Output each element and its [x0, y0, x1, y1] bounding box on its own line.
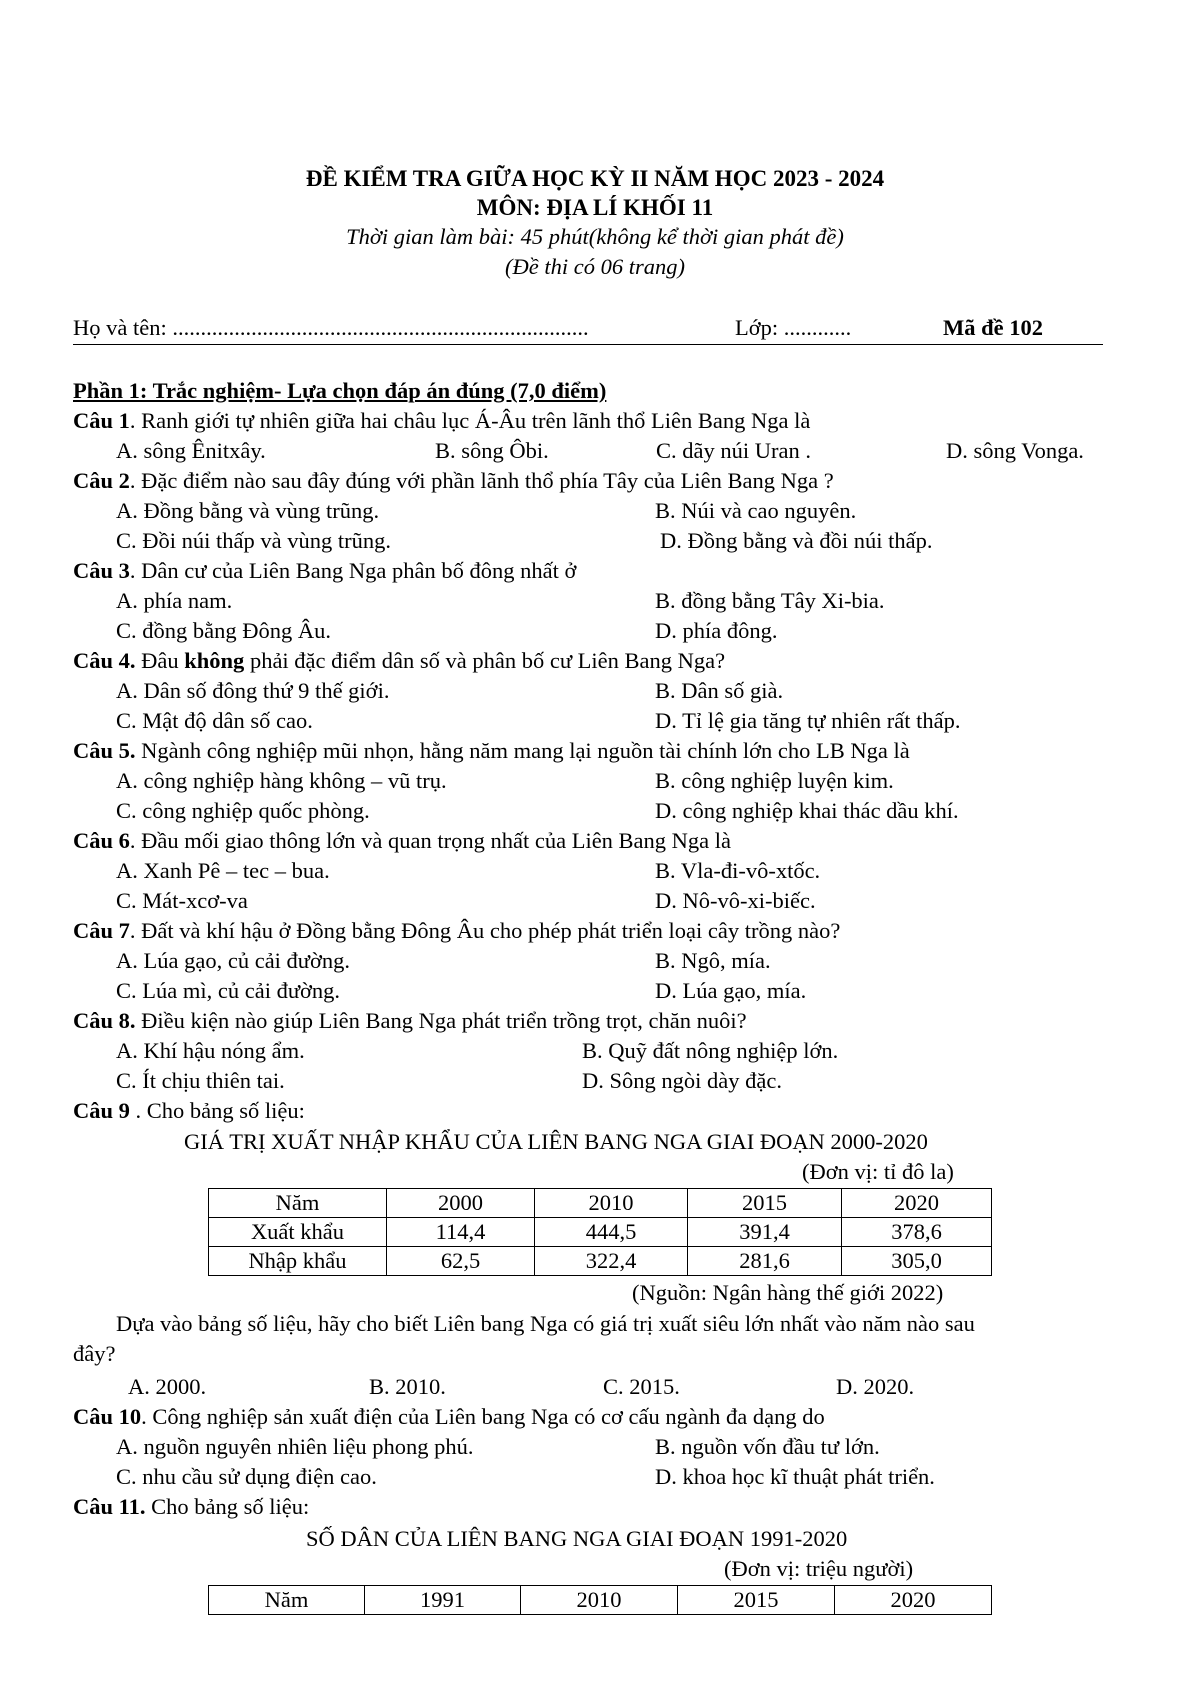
- q2-option-c: C. Đồi núi thấp và vùng trũng.: [116, 528, 391, 553]
- q9-option-d: D. 2020.: [836, 1374, 915, 1399]
- question-number: Câu 1: [73, 408, 130, 433]
- table-1-title: GIÁ TRỊ XUẤT NHẬP KHẨU CỦA LIÊN BANG NGA GIAI ĐOẠN 2000-2020: [184, 1129, 928, 1154]
- table-cell: 281,6: [688, 1247, 842, 1276]
- table-cell: 2000: [387, 1189, 535, 1218]
- question-text: . Ranh giới tự nhiên giữa hai châu lục Á-Âu trên lãnh thổ Liên Bang Nga là: [129, 408, 811, 433]
- q1-option-c: C. dãy núi Uran .: [656, 438, 811, 463]
- q8-option-c: C. Ít chịu thiên tai.: [116, 1068, 285, 1093]
- table-2-title: SỐ DÂN CỦA LIÊN BANG NGA GIAI ĐOẠN 1991-2020: [306, 1526, 848, 1551]
- q2-option-d: D. Đồng bằng và đồi núi thấp.: [660, 528, 933, 553]
- question-text: . Công nghiệp sản xuất điện của Liên bang Nga có cơ cấu ngành đa dạng do: [141, 1404, 825, 1429]
- question-number: Câu 8.: [73, 1008, 136, 1033]
- table-row: [209, 1247, 992, 1276]
- table-cell: 305,0: [842, 1247, 992, 1276]
- question-5: [73, 737, 910, 765]
- table-cell: 378,6: [842, 1218, 992, 1247]
- q3-option-b: B. đồng bằng Tây Xi-bia.: [655, 588, 885, 613]
- exam-pages: (Đề thi có 06 trang): [505, 254, 685, 279]
- q10-option-b: B. nguồn vốn đầu tư lớn.: [655, 1434, 880, 1459]
- table-cell: 2020: [835, 1586, 992, 1615]
- q4-option-b: B. Dân số già.: [655, 678, 784, 703]
- q5-option-c: C. công nghiệp quốc phòng.: [116, 798, 370, 823]
- q7-option-b: B. Ngô, mía.: [655, 948, 771, 973]
- table-1-unit: (Đơn vị: tỉ đô la): [802, 1159, 954, 1184]
- q2-option-b: B. Núi và cao nguyên.: [655, 498, 857, 523]
- q4-option-d: D. Tỉ lệ gia tăng tự nhiên rất thấp.: [655, 708, 961, 733]
- question-text: . Dân cư của Liên Bang Nga phân bố đông nhất ở: [129, 558, 577, 583]
- table-cell: 444,5: [535, 1218, 688, 1247]
- question-4: Câu 4. Đâu không phải đặc điểm dân số và phân bố cư Liên Bang Nga?: [73, 648, 726, 673]
- table-cell: 2020: [842, 1189, 992, 1218]
- q2-option-a: A. Đồng bằng và vùng trũng.: [116, 498, 380, 523]
- q10-option-a: A. nguồn nguyên nhiên liệu phong phú.: [116, 1434, 474, 1459]
- question-2: [73, 467, 834, 495]
- table-cell: Năm: [209, 1189, 387, 1218]
- q9-prompt-line-2: đây?: [73, 1341, 116, 1366]
- question-number: Câu 6: [73, 828, 130, 853]
- question-9: [73, 1097, 305, 1125]
- header-divider: [73, 344, 1103, 345]
- question-text: Điều kiện nào giúp Liên Bang Nga phát triển trồng trọt, chăn nuôi?: [135, 1008, 747, 1033]
- question-text: . Cho bảng số liệu:: [129, 1098, 305, 1123]
- question-number: Câu 11.: [73, 1494, 146, 1519]
- population-table: [208, 1585, 992, 1615]
- q5-option-b: B. công nghiệp luyện kim.: [655, 768, 894, 793]
- question-text: Ngành công nghiệp mũi nhọn, hằng năm mang lại nguồn tài chính lớn cho LB Nga là: [135, 738, 910, 763]
- table-cell: 62,5: [387, 1247, 535, 1276]
- q3-option-a: A. phía nam.: [116, 588, 233, 613]
- q4-option-c: C. Mật độ dân số cao.: [116, 708, 313, 733]
- q8-option-b: B. Quỹ đất nông nghiệp lớn.: [582, 1038, 839, 1063]
- exam-code: Mã đề 102: [943, 315, 1043, 340]
- exam-title: ĐỀ KIỂM TRA GIỮA HỌC KỲ II NĂM HỌC 2023 - 2024: [305, 166, 885, 191]
- question-6: [73, 827, 731, 855]
- table-header-row: [209, 1189, 992, 1218]
- question-text: . Đặc điểm nào sau đây đúng với phần lãnh thổ phía Tây của Liên Bang Nga ?: [129, 468, 834, 493]
- table-cell: Xuất khẩu: [209, 1218, 387, 1247]
- q10-option-d: D. khoa học kĩ thuật phát triển.: [655, 1464, 935, 1489]
- q3-option-c: C. đồng bằng Đông Âu.: [116, 618, 331, 643]
- q4-option-a: A. Dân số đông thứ 9 thế giới.: [116, 678, 390, 703]
- q5-option-a: A. công nghiệp hàng không – vũ trụ.: [116, 768, 447, 793]
- question-10: [73, 1403, 825, 1431]
- q7-option-a: A. Lúa gạo, củ cải đường.: [116, 948, 351, 973]
- q7-option-d: D. Lúa gạo, mía.: [655, 978, 807, 1003]
- table-row: [209, 1218, 992, 1247]
- question-number: Câu 3: [73, 558, 130, 583]
- table-cell: 2015: [678, 1586, 835, 1615]
- exam-time: Thời gian làm bài: 45 phút(không kể thời gian phát đề): [346, 224, 844, 249]
- q5-option-d: D. công nghiệp khai thác dầu khí.: [655, 798, 959, 823]
- q8-option-a: A. Khí hậu nóng ẩm.: [116, 1038, 305, 1063]
- question-3: [73, 557, 576, 585]
- q1-option-a: A. sông Ênitxây.: [116, 438, 266, 463]
- question-text: . Đất và khí hậu ở Đồng bằng Đông Âu cho phép phát triển loại cây trồng nào?: [129, 918, 841, 943]
- q1-option-d: D. sông Vonga.: [946, 438, 1084, 463]
- question-number: Câu 2: [73, 468, 130, 493]
- q1-option-b: B. sông Ôbi.: [435, 438, 549, 463]
- question-number: Câu 5.: [73, 738, 136, 763]
- table-header-row: [209, 1586, 992, 1615]
- q9-option-c: C. 2015.: [603, 1374, 680, 1399]
- q6-option-c: C. Mát-xcơ-va: [116, 888, 248, 913]
- q6-option-b: B. Vla-đi-vô-xtốc.: [655, 858, 821, 883]
- question-text: Cho bảng số liệu:: [145, 1494, 310, 1519]
- question-number: Câu 7: [73, 918, 130, 943]
- q9-option-a: A. 2000.: [128, 1374, 207, 1399]
- question-text: . Đầu mối giao thông lớn và quan trọng nhất của Liên Bang Nga là: [129, 828, 732, 853]
- table-cell: Năm: [209, 1586, 365, 1615]
- question-7: [73, 917, 840, 945]
- table-cell: Nhập khẩu: [209, 1247, 387, 1276]
- q6-option-d: D. Nô-vô-xi-biếc.: [655, 888, 816, 913]
- question-number: Câu 9: [73, 1098, 130, 1123]
- table-cell: 2010: [521, 1586, 678, 1615]
- q3-option-d: D. phía đông.: [655, 618, 778, 643]
- part1-title: Phần 1: Trắc nghiệm- Lựa chọn đáp án đúng (7,0 điểm): [73, 378, 607, 403]
- student-name-field: Họ và tên: ..........................................................................: [73, 315, 589, 340]
- export-import-table: [208, 1188, 992, 1276]
- table-cell: 391,4: [688, 1218, 842, 1247]
- question-8: [73, 1007, 747, 1035]
- question-11: [73, 1493, 309, 1521]
- table-cell: 2010: [535, 1189, 688, 1218]
- q10-option-c: C. nhu cầu sử dụng điện cao.: [116, 1464, 377, 1489]
- emphasis-word: không: [184, 648, 245, 673]
- table-2-unit: (Đơn vị: triệu người): [724, 1556, 914, 1581]
- q9-prompt-line-1: Dựa vào bảng số liệu, hãy cho biết Liên bang Nga có giá trị xuất siêu lớn nhất vào năm nào sau: [116, 1311, 975, 1336]
- table-cell: 322,4: [535, 1247, 688, 1276]
- q6-option-a: A. Xanh Pê – tec – bua.: [116, 858, 330, 883]
- table-1-source: (Nguồn: Ngân hàng thế giới 2022): [632, 1280, 944, 1305]
- table-cell: 114,4: [387, 1218, 535, 1247]
- question-number: Câu 4.: [73, 648, 136, 673]
- q9-option-b: B. 2010.: [369, 1374, 446, 1399]
- exam-subject: MÔN: ĐỊA LÍ KHỐI 11: [476, 195, 714, 220]
- q8-option-d: D. Sông ngòi dày đặc.: [582, 1068, 782, 1093]
- q7-option-c: C. Lúa mì, củ cải đường.: [116, 978, 341, 1003]
- table-cell: 2015: [688, 1189, 842, 1218]
- question-number: Câu 10: [73, 1404, 142, 1429]
- class-field: Lớp: ............: [735, 315, 852, 340]
- table-cell: 1991: [365, 1586, 521, 1615]
- question-1: [73, 407, 810, 435]
